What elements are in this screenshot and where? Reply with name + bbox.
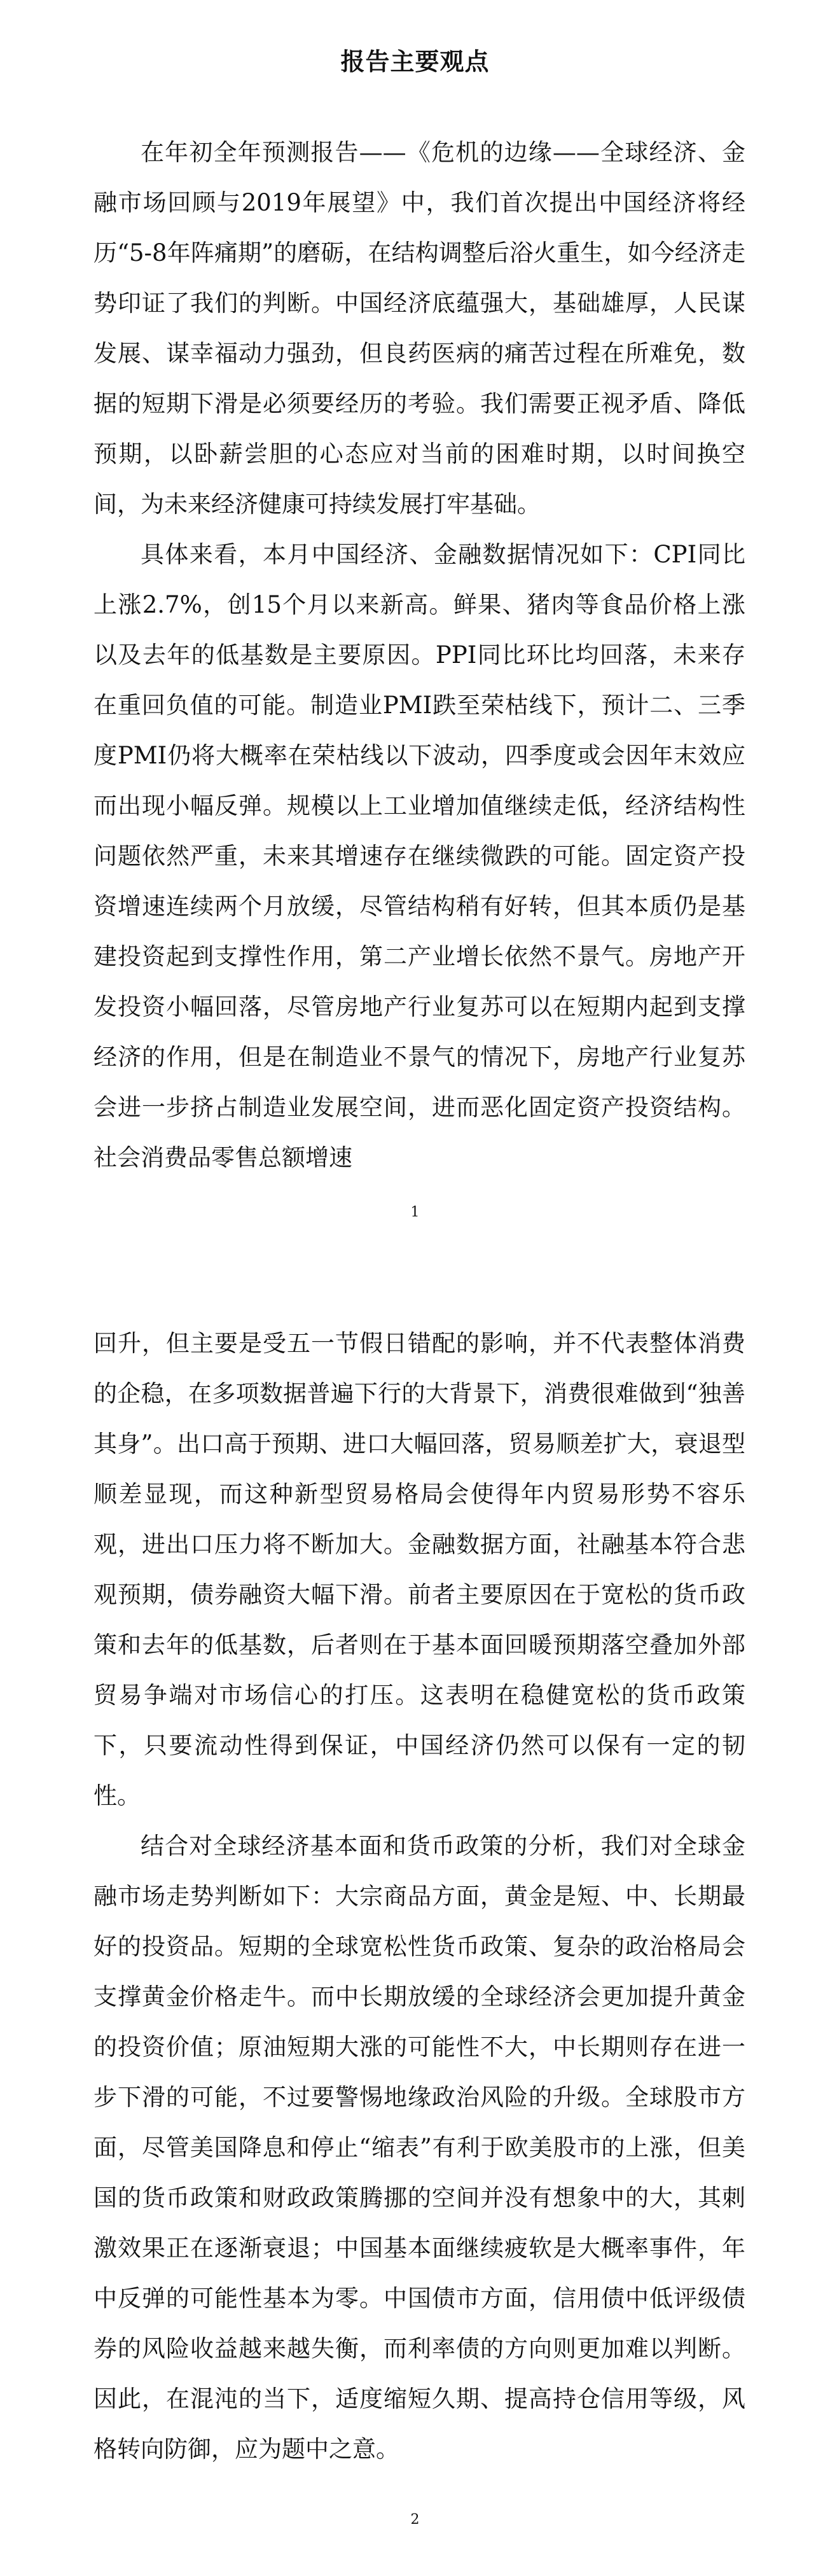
paragraph-market-outlook: 结合对全球经济基本面和货币政策的分析，我们对全球金融市场走势判断如下：大宗商品方面，黄金是短、中、长期最好的投资品。短期的全球宽松性货币政策、复杂的政治格局会支撑黄金价格走牛。而中长期放缓的全球经济会更加提升黄金的投资价值；原油短期大涨的可能性不大，中长期则存在进一步下滑的可能，不过要警惕地缘政治风险的升级。全球股市方面，尽管美国降息和停止“缩表”有利于欧美股市的上涨，但美国的货币政策和财政政策腾挪的空间并没有想象中的大，其刺激效果正在逐渐衰退；中国基本面继续疲软是大概率事件，年中反弹的可能性基本为零。中国债市方面，信用债中低评级债券的风险收益越来越失衡，而利率债的方向则更加难以判断。因此，在混沌的当下，适度缩短久期、提高持仓信用等级，风格转向防御，应为题中之意。 <box>93 1832 745 2463</box>
document-page-2 <box>0 1291 830 2576</box>
report-title: 报告主要观点 <box>340 48 490 76</box>
page-number: 1 <box>410 1204 420 1220</box>
paragraph-economic-data: 具体来看，本月中国经济、金融数据情况如下：CPI同比上涨2.7%，创15个月以来新高。鲜果、猪肉等食品价格上涨以及去年的低基数是主要原因。PPI同比环比均回落，未来存在重回负值的可能。制造业PMI跌至荣枯线下，预计二、三季度PMI仍将大概率在荣枯线以下波动，四季度或会因年末效应而出现小幅反弹。规模以上工业增加值继续走低，经济结构性问题依然严重，未来其增速存在继续微跌的可能。固定资产投资增速连续两个月放缓，尽管结构稍有好转，但其本质仍是基建投资起到支撑性作用，第二产业增长依然不景气。房地产开发投资小幅回落，尽管房地产行业复苏可以在短期内起到支撑经济的作用，但是在制造业不景气的情况下，房地产行业复苏会进一步挤占制造业发展空间，进而恶化固定资产投资结构。社会消费品零售总额增速 <box>93 541 745 1171</box>
paragraph-intro: 在年初全年预测报告——《危机的边缘——全球经济、金融市场回顾与2019年展望》中，我们首次提出中国经济将经历“5-8年阵痛期”的磨砺，在结构调整后浴火重生，如今经济走势印证了我们的判断。中国经济底蕴强大，基础雄厚，人民谋发展、谋幸福动力强劲，但良药医病的痛苦过程在所难免，数据的短期下滑是必须要经历的考验。我们需要正视矛盾、降低预期，以卧薪尝胆的心态应对当前的困难时期，以时间换空间，为未来经济健康可持续发展打牢基础。 <box>93 139 745 518</box>
page-number: 2 <box>410 2512 420 2528</box>
page-2-body <box>93 1318 745 2474</box>
page-1-body <box>93 127 745 1183</box>
paragraph-economic-data-continued: 回升，但主要是受五一节假日错配的影响，并不代表整体消费的企稳，在多项数据普遍下行的大背景下，消费很难做到“独善其身”。出口高于预期、进口大幅回落，贸易顺差扩大，衰退型顺差显现，而这种新型贸易格局会使得年内贸易形势不容乐观，进出口压力将不断加大。金融数据方面，社融基本符合悲观预期，债券融资大幅下滑。前者主要原因在于宽松的货币政策和去年的低基数，后者则在于基本面回暖预期落空叠加外部贸易争端对市场信心的打压。这表明在稳健宽松的货币政策下，只要流动性得到保证，中国经济仍然可以保有一定的韧性。 <box>93 1330 745 1809</box>
